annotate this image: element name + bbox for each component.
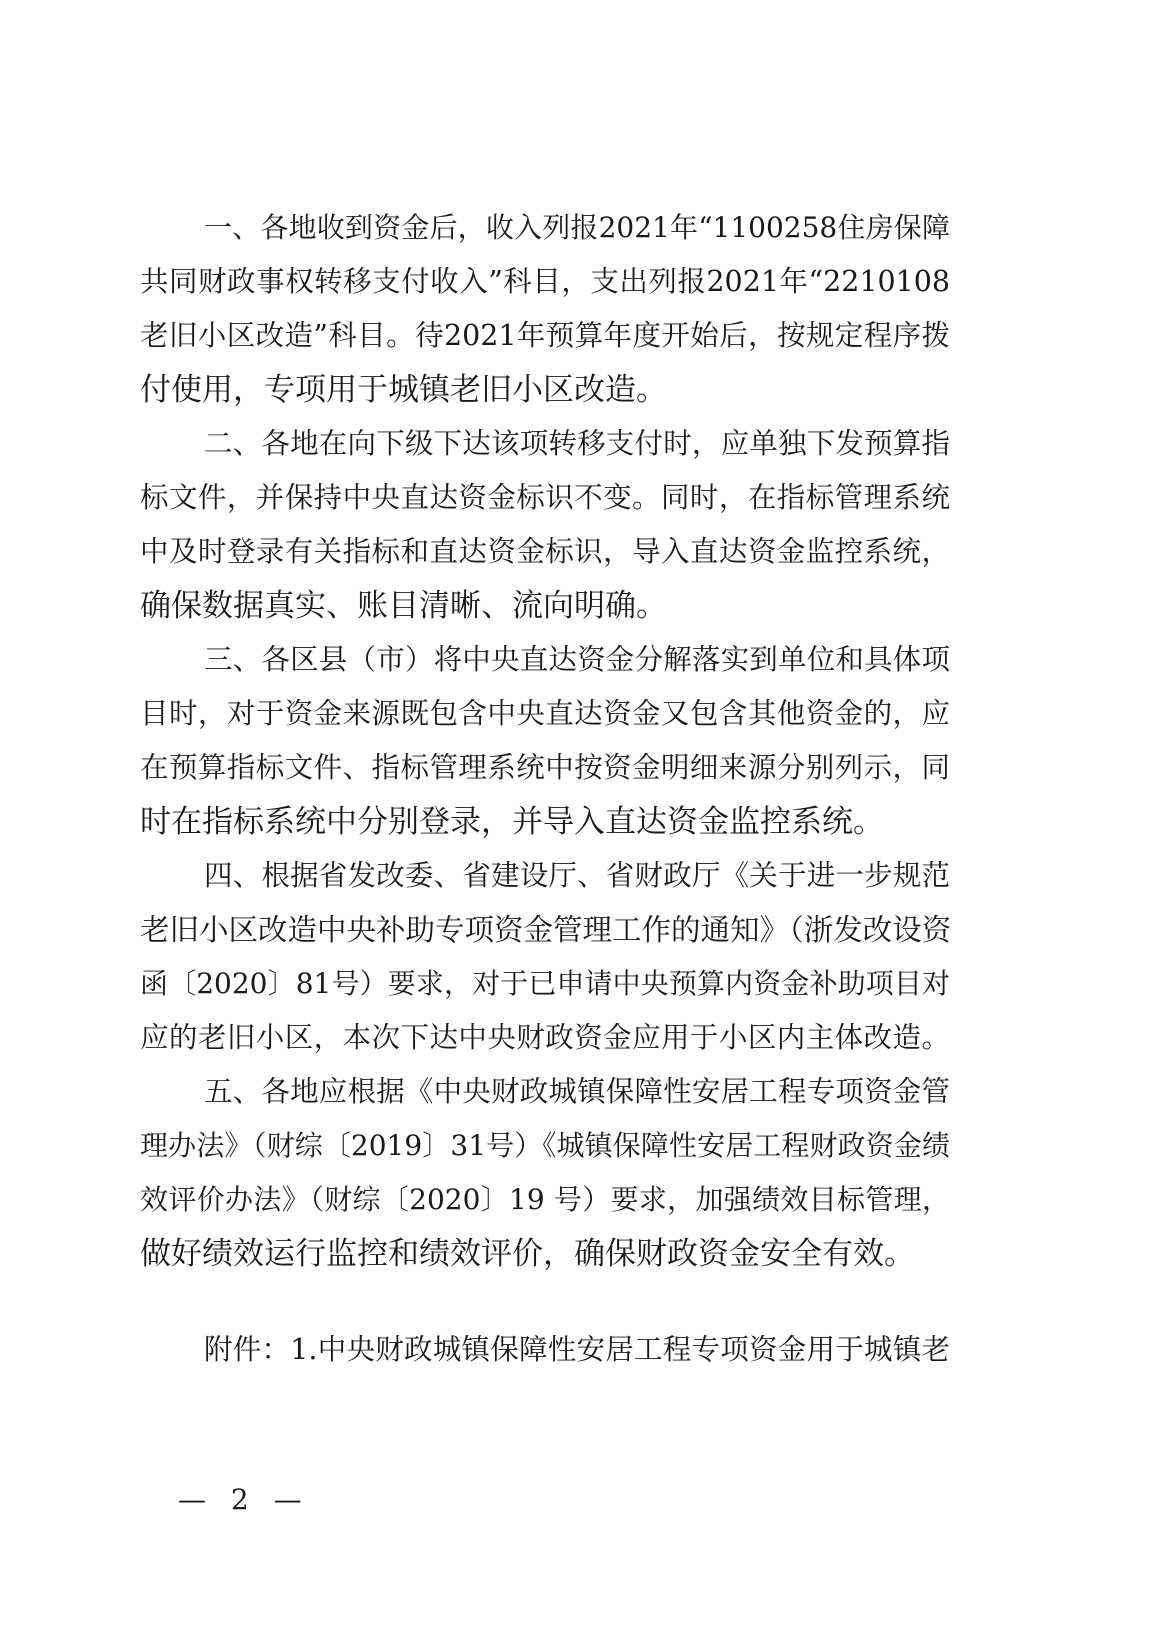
para-3-line-4: 时在指标系统中分别登录，并导入直达资金监控系统。 [140,804,884,840]
para-3-line-2: 目时，对于资金来源既包含中央直达资金又包含其他资金的，应 [140,697,950,730]
para-2-line-2: 标文件，并保持中央直达资金标识不变。同时，在指标管理系统 [140,481,950,514]
para-5-line-2: 理办法》（财综〔2019〕31号）《城镇保障性安居工程财政资金绩 [140,1129,950,1162]
para-1-line-4: 付使用，专项用于城镇老旧小区改造。 [140,372,667,408]
para-4-line-4: 应的老旧小区，本次下达中央财政资金应用于小区内主体改造。 [140,1021,950,1054]
page-number: — 2 — [178,1483,310,1516]
para-3-line-3: 在预算指标文件、指标管理系统中按资金明细来源分别列示，同 [140,751,950,784]
para-5-line-3: 效评价办法》（财综〔2020〕19 号）要求，加强绩效目标管理， [140,1183,950,1216]
para-1-line-1: 一、各地收到资金后，收入列报2021年“1100258住房保障 [204,211,950,244]
para-2-line-4: 确保数据真实、账目清晰、流向明确。 [140,588,667,624]
para-2-line-3: 中及时登录有关指标和直达资金标识，导入直达资金监控系统， [140,535,950,568]
para-5-line-4: 做好绩效运行监控和绩效评价，确保财政资金安全有效。 [140,1236,915,1272]
para-1-line-3: 老旧小区改造”科目。待2021年预算年度开始后，按规定程序拨 [140,319,950,352]
para-1-line-2: 共同财政事权转移支付收入”科目，支出列报2021年“2210108 [140,265,950,298]
para-4-line-2: 老旧小区改造中央补助专项资金管理工作的通知》（浙发改设资 [140,913,952,947]
para-4-line-1: 四、根据省发改委、省建设厅、省财政厅《关于进一步规范 [204,859,950,892]
para-3-line-1: 三、各区县（市）将中央直达资金分解落实到单位和具体项 [204,643,950,676]
para-4-line-3: 函〔2020〕81号）要求，对于已申请中央预算内资金补助项目对 [140,967,950,1000]
para-2-line-1: 二、各地在向下级下达该项转移支付时，应单独下发预算指 [204,427,950,460]
para-5-line-1: 五、各地应根据《中央财政城镇保障性安居工程专项资金管 [204,1075,950,1108]
attachment-line: 附件：1.中央财政城镇保障性安居工程专项资金用于城镇老 [204,1333,950,1366]
